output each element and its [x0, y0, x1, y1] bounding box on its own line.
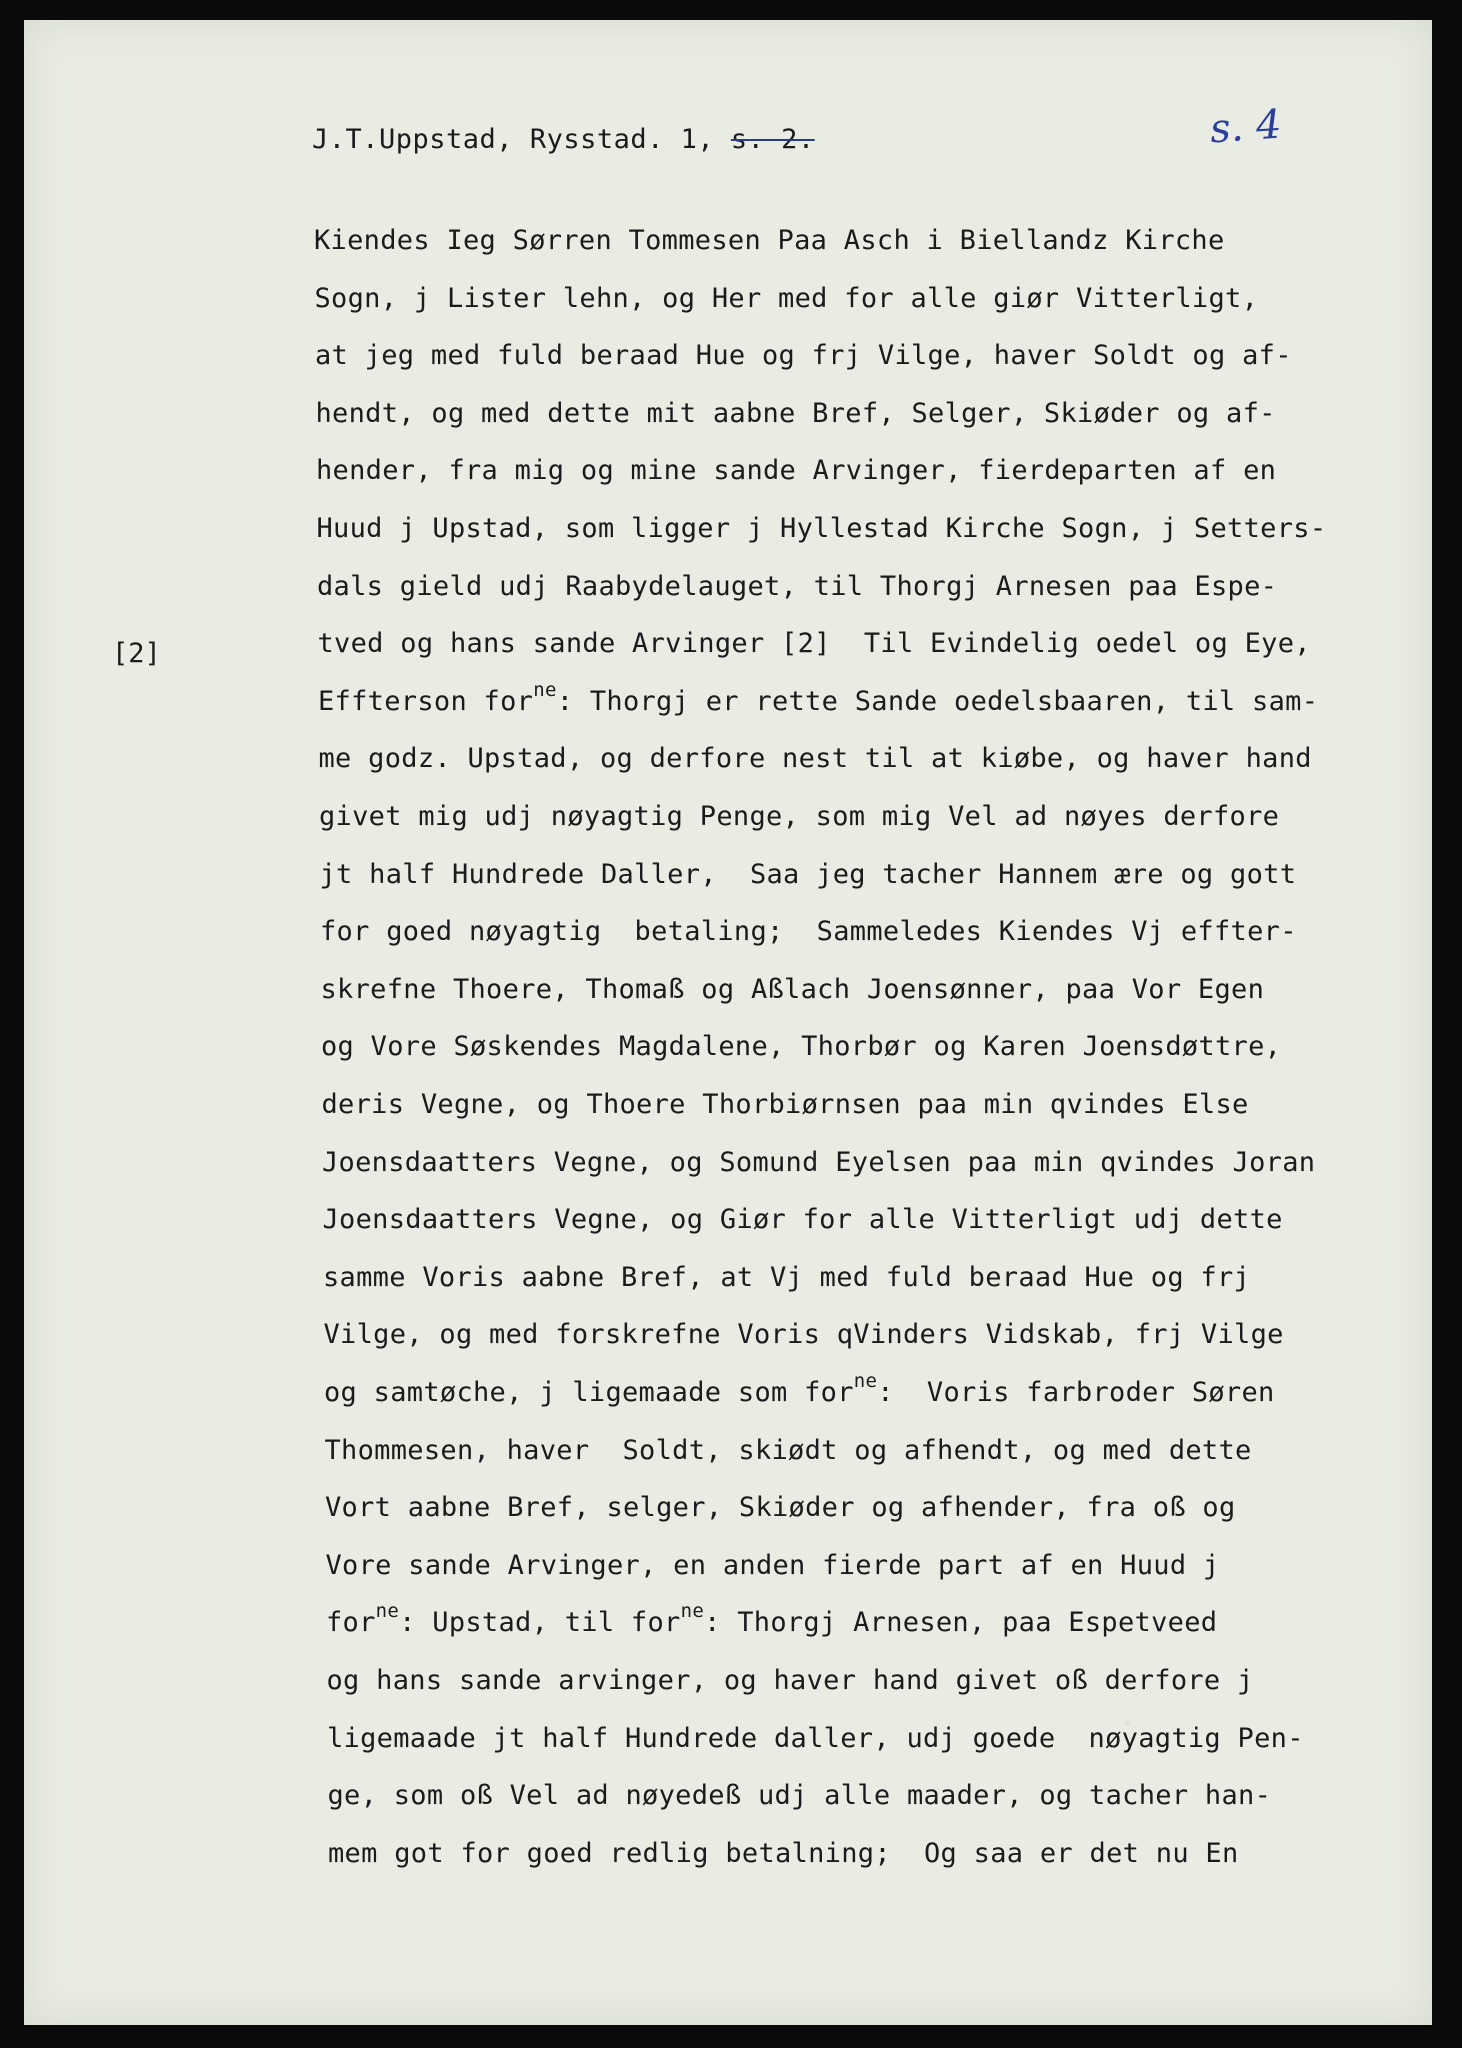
- text-line: hender, fra mig og mine sande Arvinger, fierdeparten af en: [316, 455, 1277, 487]
- text-line: Sogn, j Lister lehn, og Her med for alle giør Vitterligt,: [314, 282, 1259, 314]
- header-reference: J.T.Uppstad, Rysstad. 1,: [312, 124, 731, 155]
- transcription-body: [24, 20, 1432, 2025]
- text-line: jt half Hundrede Daller, Saa jeg tacher Hannem ære og gott: [319, 858, 1297, 890]
- handwritten-page-number: s. 4: [1208, 101, 1283, 153]
- superscript-abbrev: ne: [375, 1600, 400, 1623]
- text-line: Joensdaatters Vegne, og Somund Eyelsen paa min qvindes Joran: [322, 1146, 1316, 1178]
- text-line: dals gield udj Raabydelauget, til Thorgj Arnesen paa Espe-: [317, 570, 1278, 602]
- superscript-abbrev: ne: [680, 1600, 705, 1623]
- text-line: Vilge, og med forskrefne Voris qVinders Vidskab, frj Vilge: [323, 1319, 1284, 1351]
- text-line: skrefne Thoere, Thomaß og Aßlach Joensønner, paa Vor Egen: [320, 973, 1265, 1005]
- text-line: Vort aabne Bref, selger, Skiøder og afhender, fra oß og: [325, 1492, 1236, 1524]
- text-line: Thommesen, haver Soldt, skiødt og afhendt, og med dette: [324, 1434, 1252, 1466]
- text-line: ge, som oß Vel ad nøyedeß udj alle maader, og tacher han-: [327, 1780, 1272, 1812]
- text-line: Kiendes Ieg Sørren Tommesen Paa Asch i Biellandz Kirche: [314, 225, 1225, 256]
- text-line: Effterson for$^{ne}$: Thorgj er rette Sande oedelsbaaren, til sam-: [318, 678, 1319, 717]
- text-line: og hans sande arvinger, og haver hand givet oß derfore j: [326, 1665, 1254, 1696]
- superscript-abbrev: ne: [853, 1370, 878, 1392]
- text-line: ligemaade jt half Hundrede daller, udj goede nøyagtig Pen-: [327, 1722, 1304, 1754]
- text-line: me godz. Upstad, og derfore nest til at kiøbe, og haver hand: [318, 743, 1312, 775]
- text-line: og samtøche, j ligemaade som for$^{ne}$: Voris farbroder Søren: [324, 1370, 1275, 1408]
- text-line: Joensdaatters Vegne, og Giør for alle Vitterligt udj dette: [322, 1204, 1283, 1236]
- text-line: Vore sande Arvinger, en anden fierde part af en Huud j: [325, 1549, 1220, 1581]
- text-line: givet mig udj nøyagtig Penge, som mig Vel ad nøyes derfore: [319, 801, 1280, 832]
- header-struck-page: s. 2.: [730, 124, 815, 155]
- text-line: tved og hans sande Arvinger [2] Til Evindelig oedel og Eye,: [317, 628, 1311, 660]
- superscript-abbrev: ne: [533, 678, 557, 701]
- document-page: [24, 20, 1432, 2025]
- text-line: for goed nøyagtig betaling; Sammeledes Kiendes Vj effter-: [320, 916, 1297, 948]
- margin-note: [2]: [112, 638, 161, 669]
- text-line: hendt, og med dette mit aabne Bref, Selger, Skiøder og af-: [315, 397, 1276, 429]
- text-line: samme Voris aabne Bref, at Vj med fuld beraad Hue og frj: [323, 1261, 1251, 1293]
- text-line: deris Vegne, og Thoere Thorbiørnsen paa min qvindes Else: [321, 1089, 1249, 1120]
- text-line: Huud j Upstad, som ligger j Hyllestad Kirche Sogn, j Setters-: [316, 513, 1327, 544]
- text-line: mem got for goed redlig betalning; Og saa er det nu En: [328, 1837, 1239, 1869]
- text-line: at jeg med fuld beraad Hue og frj Vilge, haver Soldt og af-: [315, 340, 1292, 372]
- text-line: for$^{ne}$: Upstad, til for$^{ne}$: Thorgj Arnesen, paa Espetveed: [326, 1600, 1218, 1639]
- text-line: og Vore Søskendes Magdalene, Thorbør og Karen Joensdøttre,: [321, 1031, 1282, 1063]
